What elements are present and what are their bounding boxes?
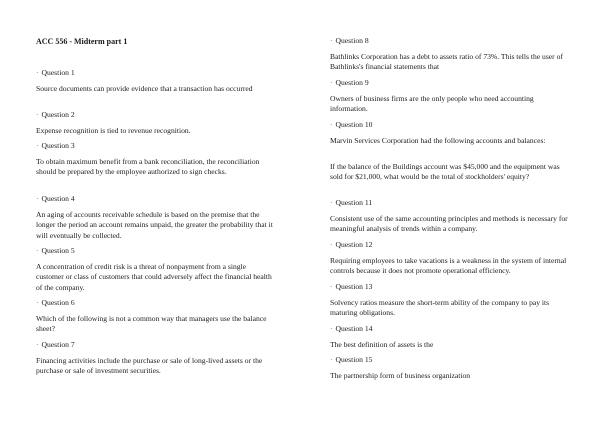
question-13-text: Solvency ratios measure the short-term ability of the company to pay its maturing obligations.	[330, 298, 550, 318]
question-10-text: Marvin Services Corporation had the following accounts and balances:	[330, 136, 546, 145]
bullet-icon: ·	[36, 141, 39, 150]
bullet-icon: ·	[330, 120, 333, 129]
question-13-header: · Question 13	[330, 282, 373, 291]
bullet-icon: ·	[36, 246, 39, 255]
question-14-text: The best definition of assets is the	[330, 340, 434, 349]
question-7-header: · Question 7	[36, 340, 75, 349]
bullet-icon: ·	[330, 36, 333, 45]
question-11-header: · Question 11	[330, 198, 373, 207]
bullet-icon: ·	[36, 298, 39, 307]
bullet-icon: ·	[330, 240, 333, 249]
bullet-icon: ·	[36, 340, 39, 349]
question-12-header: · Question 12	[330, 240, 373, 249]
bullet-icon: ·	[36, 194, 39, 203]
question-8-header: · Question 8	[330, 36, 369, 45]
question-9-header: · Question 9	[330, 78, 369, 87]
bullet-icon: ·	[36, 68, 39, 77]
question-11-text: Consistent use of the same accounting principles and methods is necessary for meaningful analysis of trends within a company.	[330, 214, 568, 234]
question-2-text: Expense recognition is tied to revenue recognition.	[36, 126, 191, 135]
question-10-header: · Question 10	[330, 120, 373, 129]
bullet-icon: ·	[330, 282, 333, 291]
question-4-header: · Question 4	[36, 194, 75, 203]
question-15-header: · Question 15	[330, 355, 373, 364]
question-5-header: · Question 5	[36, 246, 75, 255]
bullet-icon: ·	[36, 110, 39, 119]
question-3-text: To obtain maximum benefit from a bank reconciliation, the reconciliation should be prepared by the employee authorized to sign checks.	[36, 157, 260, 177]
question-3-header: · Question 3	[36, 141, 75, 150]
question-8-text: Bathlinks Corporation has a debt to assets ratio of 73%. This tells the user of Bathlinks's financial statements that	[330, 52, 563, 72]
question-9-text: Owners of business firms are the only people who need accounting information.	[330, 94, 534, 114]
question-6-header: · Question 6	[36, 298, 75, 307]
bullet-icon: ·	[330, 324, 333, 333]
bullet-icon: ·	[330, 198, 333, 207]
question-1-header: · Question 1	[36, 68, 75, 77]
question-12-text: Requiring employees to take vacations is a weakness in the system of internal controls because it does not promote operational efficiency.	[330, 256, 567, 276]
document-title: ACC 556 - Midterm part 1	[36, 37, 128, 46]
question-6-text: Which of the following is not a common way that managers use the balance sheet?	[36, 314, 267, 334]
question-5-text: A concentration of credit risk is a threat of nonpayment from a single customer or class of customers that could adversely affect the financial health of the company.	[36, 262, 272, 292]
question-10-text-continued: If the balance of the Buildings account was $45,000 and the equipment was sold for $21,000, what would be the total of stockholders' equity?	[330, 162, 560, 182]
bullet-icon: ·	[330, 78, 333, 87]
question-7-text: Financing activities include the purchase or sale of long-lived assets or the purchase or sale of investment securities.	[36, 356, 263, 376]
question-2-header: · Question 2	[36, 110, 75, 119]
bullet-icon: ·	[330, 355, 333, 364]
question-14-header: · Question 14	[330, 324, 373, 333]
question-1-text: Source documents can provide evidence that a transaction has occurred	[36, 84, 253, 93]
question-15-text: The partnership form of business organization	[330, 371, 471, 380]
question-4-text: An aging of accounts receivable schedule is based on the premise that the longer the period an account remains unpaid, the greater the probability that it will eventually be collected.	[36, 210, 273, 240]
